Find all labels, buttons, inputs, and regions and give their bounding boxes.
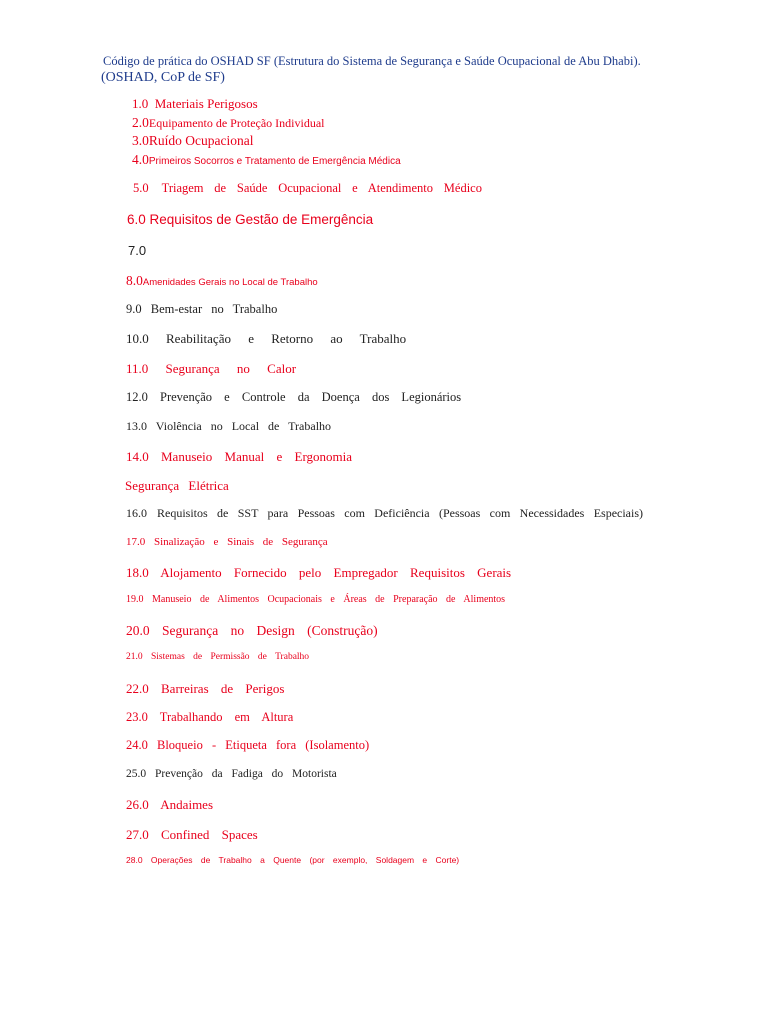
list-item <box>126 682 284 695</box>
item-number: 6.0 <box>127 212 146 227</box>
item-text: Manuseio Manual e Ergonomia <box>161 449 353 464</box>
item-number: 2.0 <box>132 115 149 130</box>
item-text: Requisitos de SST para Pessoas com Deficiência (Pessoas com Necessidades Especiais) <box>157 506 643 520</box>
item-number: 23.0 <box>126 710 148 724</box>
item-number: 1.0 <box>132 96 149 111</box>
item-text: Triagem de Saúde Ocupacional e Atendimento Médico <box>161 181 482 195</box>
list-item <box>126 856 459 865</box>
list-item <box>126 362 296 375</box>
item-text: Prevenção e Controle da Doença dos Legionários <box>160 390 462 404</box>
item-number: 16.0 <box>126 506 147 520</box>
item-number: 20.0 <box>126 623 150 638</box>
list-item <box>127 213 373 227</box>
item-text: Bloqueio - Etiqueta fora (Isolamento) <box>157 738 370 752</box>
item-text: Manuseio de Alimentos Ocupacionais e Áreas de Preparação de Alimentos <box>152 594 506 605</box>
item-number: 25.0 <box>126 768 147 780</box>
item-number: 21.0 <box>126 652 143 662</box>
item-number: 19.0 <box>126 594 144 605</box>
item-number: 17.0 <box>126 536 146 548</box>
item-text: Confined Spaces <box>161 827 258 842</box>
item-text: Segurança Elétrica <box>125 478 229 493</box>
item-number: 28.0 <box>126 855 143 865</box>
header-line-1: Código de prática do OSHAD SF (Estrutura do Sistema de Segurança e Saúde Ocupacional de Abu Dhabi). <box>103 54 641 68</box>
item-number: 24.0 <box>126 738 148 752</box>
item-number: 13.0 <box>126 419 147 433</box>
item-number: 10.0 <box>126 331 149 346</box>
item-text: Reabilitação e Retorno ao Trabalho <box>166 331 407 346</box>
item-number: 26.0 <box>126 797 149 812</box>
item-text: Operações de Trabalho a Quente (por exemplo, Soldagem e Corte) <box>150 855 460 865</box>
list-item <box>133 182 482 195</box>
item-text: Segurança no Calor <box>165 361 297 376</box>
list-item <box>132 97 258 110</box>
list-item <box>126 624 378 638</box>
list-item <box>126 653 309 663</box>
item-number: 12.0 <box>126 390 148 404</box>
item-number: 8.0 <box>126 273 143 288</box>
list-item <box>132 152 401 168</box>
item-text: Violência no Local de Trabalho <box>155 419 332 433</box>
list-item <box>125 479 229 492</box>
item-text: Amenidades Gerais no Local de Trabalho <box>142 277 318 288</box>
item-number: 9.0 <box>126 302 142 316</box>
item-number: 22.0 <box>126 681 149 696</box>
list-item <box>126 711 293 724</box>
item-text: Segurança no Design (Construção) <box>162 623 378 638</box>
item-number: 4.0 <box>132 152 149 167</box>
list-item <box>126 507 643 519</box>
item-text: Prevenção da Fadiga do Motorista <box>155 768 337 780</box>
item-text: Primeiros Socorros e Tratamento de Emergência Médica <box>148 156 401 167</box>
item-number: 7.0 <box>128 243 147 258</box>
item-text: Bem-estar no Trabalho <box>150 302 278 316</box>
list-item <box>126 273 318 289</box>
item-text: Sistemas de Permissão de Trabalho <box>151 652 310 662</box>
header-line-2: (OSHAD, CoP de SF) <box>101 70 225 85</box>
list-item <box>128 244 146 257</box>
list-item <box>132 115 325 131</box>
item-number: 3.0 <box>132 133 149 148</box>
item-number: 18.0 <box>126 565 149 580</box>
item-text: Barreiras de Perigos <box>161 681 285 696</box>
list-item <box>126 769 337 781</box>
item-number: 27.0 <box>126 827 149 842</box>
item-number: 11.0 <box>126 361 149 376</box>
item-text: Alojamento Fornecido pelo Empregador Requisitos Gerais <box>160 565 512 580</box>
item-text: Equipamento de Proteção Individual <box>148 116 325 130</box>
list-item <box>126 566 511 579</box>
item-text: Materiais Perigosos <box>154 96 258 111</box>
list-item <box>126 798 213 811</box>
list-item <box>126 828 258 841</box>
list-item <box>126 332 406 345</box>
item-number: 5.0 <box>133 181 149 195</box>
list-item <box>126 391 461 404</box>
list-item <box>126 450 352 463</box>
item-text: Ruído Ocupacional <box>148 133 254 148</box>
item-text: Sinalização e Sinais de Segurança <box>154 536 328 548</box>
item-text: Requisitos de Gestão de Emergência <box>149 212 374 227</box>
list-item <box>126 537 328 548</box>
list-item <box>132 134 253 148</box>
item-number: 14.0 <box>126 449 149 464</box>
list-item <box>126 303 277 316</box>
list-item <box>126 595 505 605</box>
item-text: Andaimes <box>160 797 214 812</box>
list-item <box>126 420 331 432</box>
list-item <box>126 739 369 752</box>
item-text: Trabalhando em Altura <box>159 710 294 724</box>
